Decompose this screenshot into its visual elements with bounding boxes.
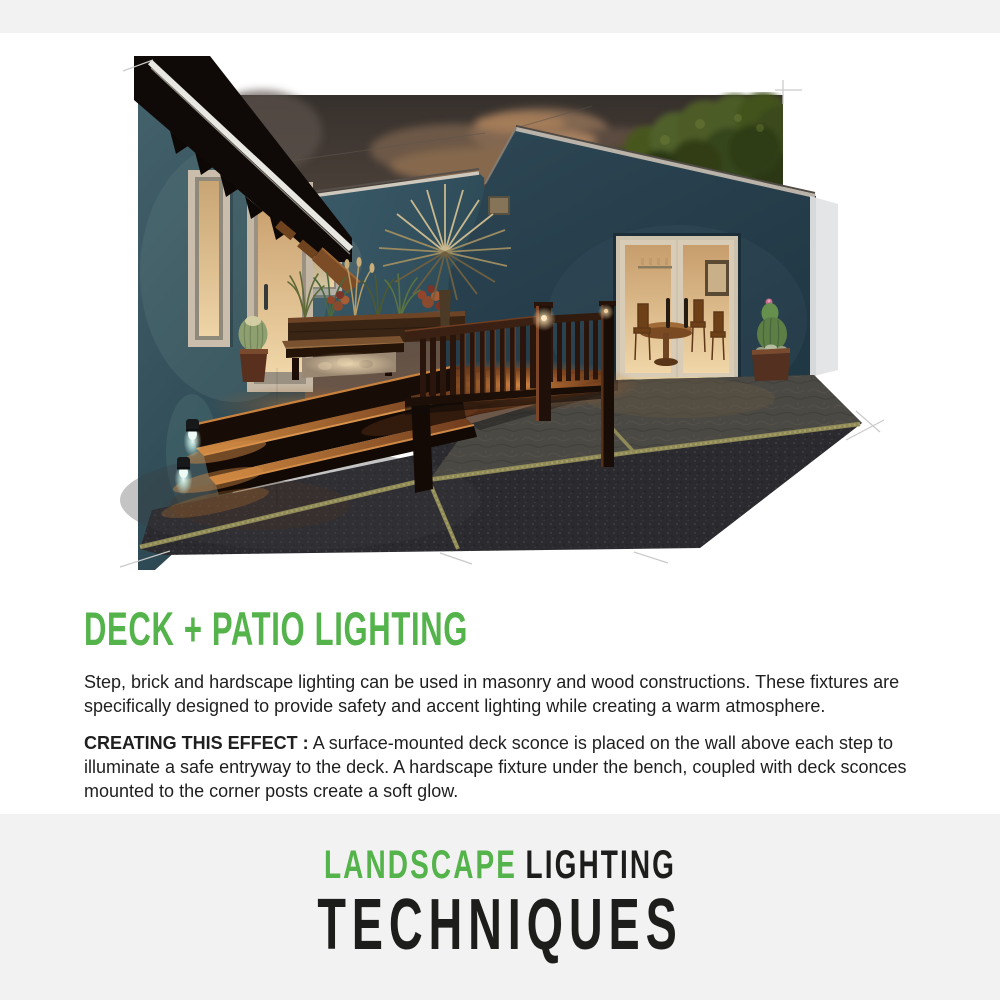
wall-vent [489,197,509,214]
brand-line-2: TECHNIQUES [317,885,683,965]
brand-word-lighting: LIGHTING [525,843,677,887]
brand-line-1 [150,842,850,888]
section-paragraph-2 [84,731,916,803]
footer-banner [0,814,1000,1000]
text-section [84,604,916,803]
door-handle [264,284,268,310]
brand-word-landscape: LANDSCAPE [323,843,518,887]
paragraph-2-text: A surface-mounted deck sconce is placed on the wall above each step to illuminate a safe entryway to the deck. A hardscape fixture under the bench, coupled with deck sconces mounted to the corner posts create a soft glow. [84,733,907,802]
section-paragraph-1: Step, brick and hardscape lighting can be used in masonry and wood constructions. These fixtures are specifically designed to provide safety and accent lighting while creating a warm atmosphere. [84,672,900,717]
section-heading [84,604,916,653]
french-doors [613,233,741,382]
left-cactus [239,316,269,382]
cutaway-wall-panel [810,196,838,377]
section-heading-text: DECK + PATIO LIGHTING [84,602,469,655]
paragraph-2-label: CREATING THIS EFFECT : [84,733,309,754]
